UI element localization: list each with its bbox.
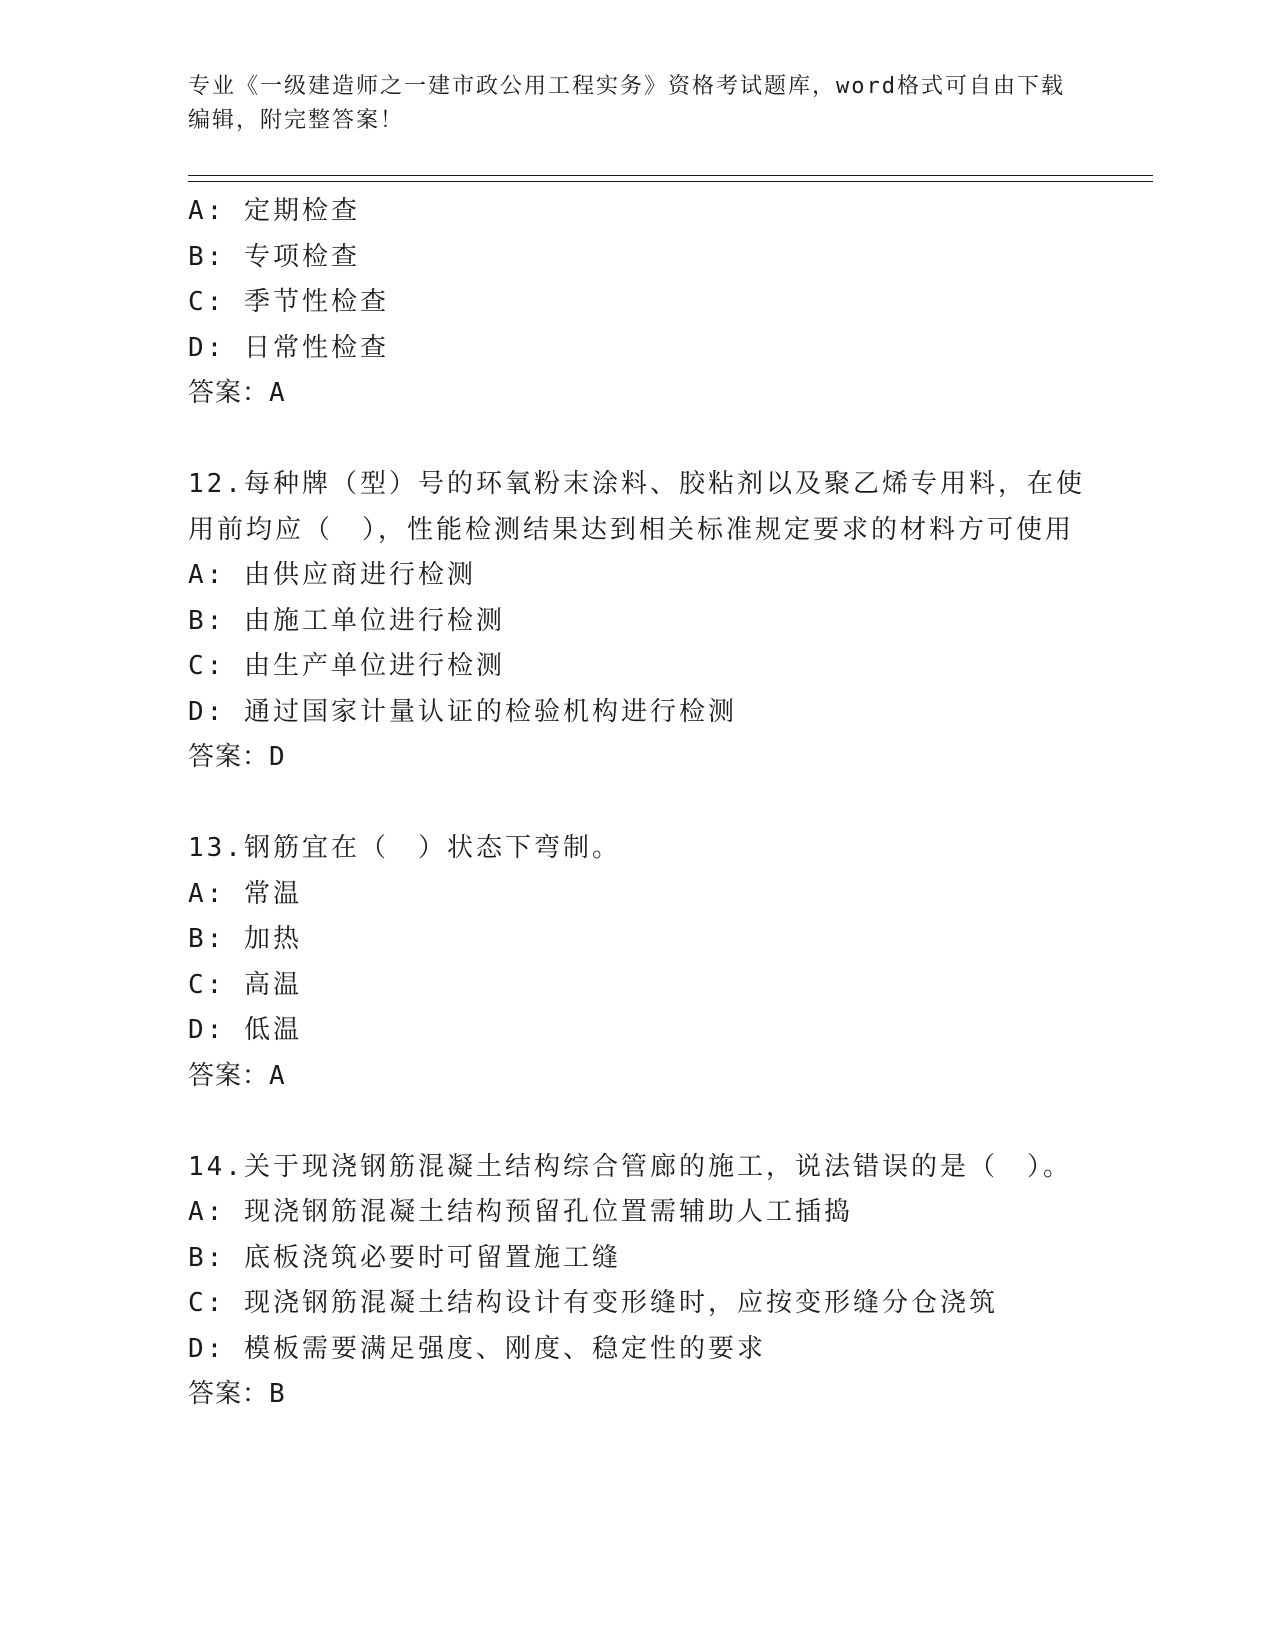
- document-header: [188, 70, 1088, 138]
- option-c: C: 由生产单位进行检测: [188, 651, 505, 681]
- option-c: C: 季节性检查: [188, 287, 389, 317]
- header-divider-bottom: [188, 181, 1153, 182]
- option-d: D: 通过国家计量认证的检验机构进行检测: [188, 696, 737, 727]
- option-a: A: 由供应商进行检测: [188, 560, 476, 590]
- option-b: B: 底板浇筑必要时可留置施工缝: [188, 1242, 621, 1273]
- answer-line: 答案：A: [188, 378, 286, 408]
- answer-line: 答案：A: [188, 1060, 286, 1091]
- option-a: A: 常温: [188, 878, 302, 909]
- question-11: [188, 189, 1088, 417]
- question-stem: 12.每种牌（型）号的环氧粉末涂料、胶粘剂以及聚乙烯专用料，在使用前均应（ ），性能检测结果达到相关标准规定要求的材料方可使用: [188, 469, 1085, 545]
- answer-line: 答案：D: [188, 742, 286, 772]
- option-a: A: 现浇钢筋混凝土结构预留孔位置需辅助人工插捣: [188, 1197, 853, 1227]
- option-c: C: 现浇钢筋混凝土结构设计有变形缝时，应按变形缝分仓浇筑: [188, 1288, 998, 1318]
- option-d: D: 低温: [188, 1015, 302, 1045]
- question-13: [188, 826, 1088, 1099]
- question-stem: 14.关于现浇钢筋混凝土结构综合管廊的施工，说法错误的是（ ）。: [188, 1151, 1072, 1182]
- option-d: D: 日常性检查: [188, 332, 389, 363]
- question-stem: 13.钢筋宜在（ ）状态下弯制。: [188, 833, 621, 863]
- answer-line: 答案：B: [188, 1379, 286, 1409]
- option-c: C: 高温: [188, 969, 302, 1000]
- option-a: A: 定期检查: [188, 196, 360, 226]
- answer-value: D: [269, 742, 286, 772]
- header-text: 专业《一级建造师之一建市政公用工程实务》资格考试题库，word格式可自由下载编辑，附完整答案！: [188, 74, 1065, 133]
- option-b: B: 加热: [188, 924, 302, 954]
- option-b: B: 由施工单位进行检测: [188, 605, 505, 636]
- option-b: B: 专项检查: [188, 241, 360, 272]
- spacer: [188, 1099, 1088, 1145]
- answer-value: A: [269, 378, 286, 408]
- spacer: [188, 417, 1088, 463]
- question-list: [188, 189, 1088, 1418]
- answer-value: B: [269, 1379, 286, 1409]
- question-12: [188, 462, 1088, 781]
- spacer: [188, 781, 1088, 827]
- question-14: [188, 1145, 1088, 1418]
- answer-value: A: [269, 1060, 286, 1091]
- option-d: D: 模板需要满足强度、刚度、稳定性的要求: [188, 1333, 766, 1364]
- header-divider-top: [188, 175, 1153, 176]
